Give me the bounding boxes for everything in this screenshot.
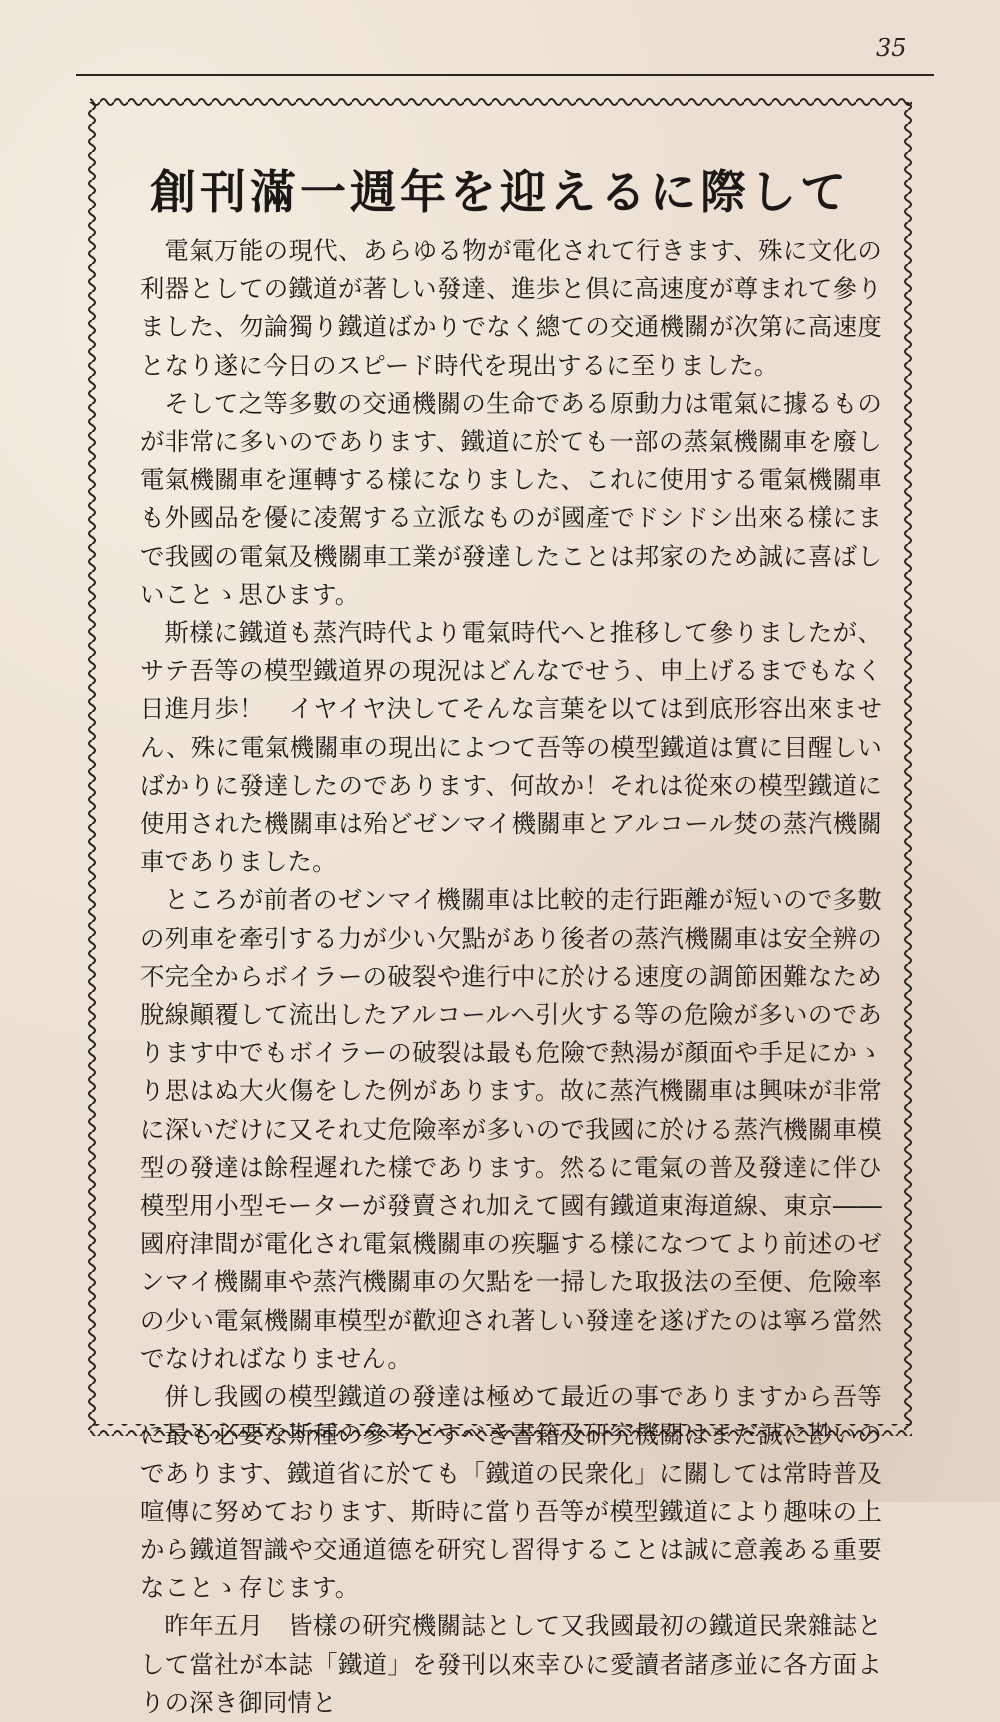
paragraph: ところが前者のゼンマイ機關車は比較的走行距離が短いので多數の列車を牽引する力が少い欠點があり後者の蒸汽機關車は安全辨の不完全からボイラーの破裂や進行中に於ける速度の調節困難なため脫線顚覆して流出したアルコールへ引火する等の危險が多いのであります中でもボイラーの破裂は最も危險で熱湯が顏面や手足にかゝり思はぬ大火傷をした例があります。故に蒸汽機關車は興味が非常に深いだけに又それ丈危險率が多いので我國に於ける蒸汽機關車模型の發達は餘程遲れた樣であります。然るに電氣の普及發達に伴ひ模型用小型モーターが發賣され加えて國有鐵道東海道線、東京――國府津間が電化され電氣機關車の疾驅する樣になつてより前述のゼンマイ機關車や蒸汽機關車の欠點を一掃した取扱法の至便、危險率の少い電氣機關車模型が歡迎され著しい發達を遂げたのは寧ろ當然でなければなりません。 bbox=[140, 885, 882, 1373]
paragraph: 併し我國の模型鐵道の發達は極めて最近の事でありますから吾等に最も必要な斯種の參考とすべき書籍及研究機關はまだ誠に尠いのであります、鐵道省に於ても「鐵道の民衆化」に關しては常時普及喧傳に努めております、斯時に當り吾等が模型鐵道により趣味の上から鐵道智識や交通道德を研究し習得することは誠に意義ある重要なことゝ存じます。 bbox=[140, 1382, 882, 1603]
article-title: 創刊滿一週年を迎えるに際して bbox=[150, 165, 850, 219]
paragraph: 電氣万能の現代、あらゆる物が電化されて行きます、殊に文化の利器としての鐵道が著しい發達、進歩と倶に高速度が尊まれて參りました、勿論獨り鐵道ばかりでなく總ての交通機關が次第に高速度となり遂に今日のスピード時代を現出するに至りました。 bbox=[140, 236, 882, 380]
page-number: 35 bbox=[876, 34, 907, 62]
header-rule bbox=[76, 74, 934, 76]
paragraph: そして之等多數の交通機關の生命である原動力は電氣に據るものが非常に多いのであります、鐵道に於ても一部の蒸氣機關車を廢し電氣機關車を運轉する樣になりました、これに使用する電氣機關車も外國品を優に凌駕する立派なものが國產でドシドシ出來る樣にまで我國の電氣及機關車工業が發達したことは邦家のため誠に喜ばしいことゝ思ひます。 bbox=[140, 388, 882, 609]
article-body bbox=[140, 232, 882, 1722]
paragraph: 昨年五月 皆樣の研究機關誌として又我國最初の鐵道民衆雜誌として當社が本誌「鐵道」を發刊以來幸ひに愛讀者諸彥並に各方面よりの深き御同情と bbox=[140, 1611, 882, 1717]
paragraph: 斯樣に鐵道も蒸汽時代より電氣時代へと推移して參りましたが、サテ吾等の模型鐵道界の現況はどんなでせう、申上げるまでもなく日進月歩！ イヤイヤ決してそんな言葉を以ては到底形容出來ません、殊に電氣機關車の現出によつて吾等の模型鐵道は實に目醒しいばかりに發達したのであります、何故か！それは從來の模型鐵道に使用された機關車は殆どゼンマイ機關車とアルコール焚の蒸汽機關車でありました。 bbox=[140, 618, 882, 877]
